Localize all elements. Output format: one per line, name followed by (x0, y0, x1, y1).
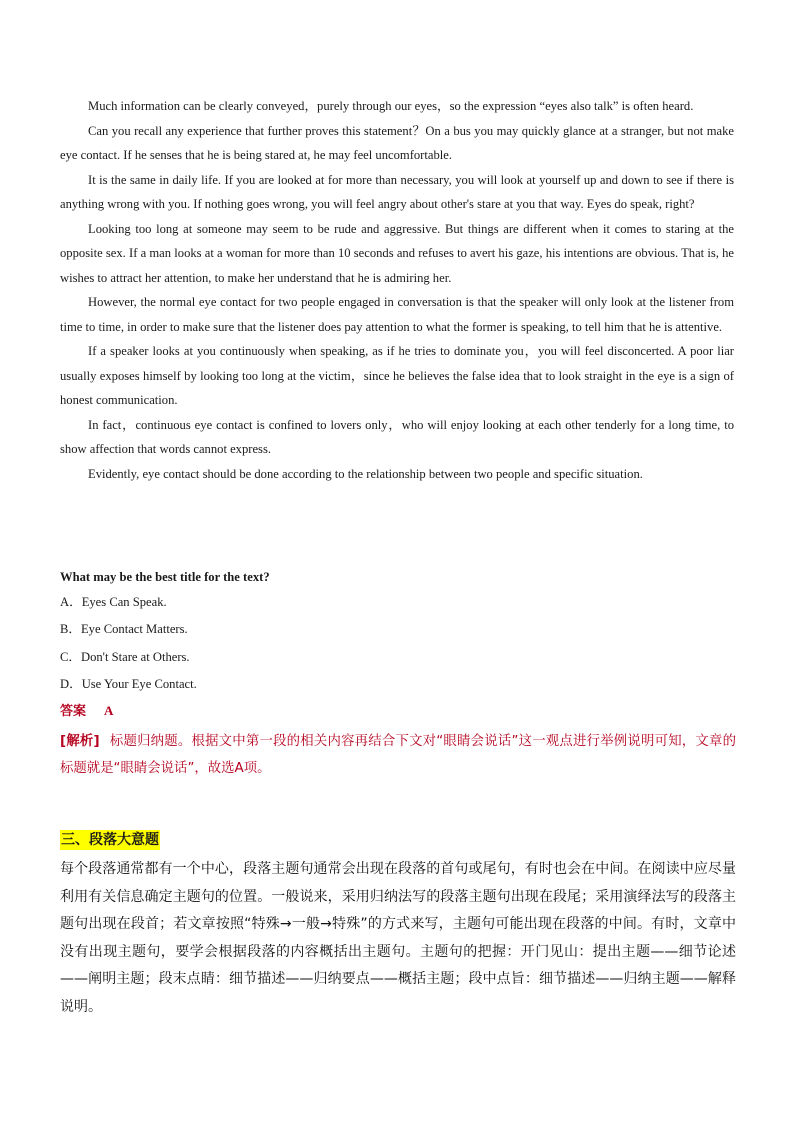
answer-value: A (104, 703, 114, 718)
option-c: C．Don't Stare at Others. (60, 649, 190, 664)
reading-passage (60, 94, 734, 486)
section-heading: 三、段落大意题 (61, 832, 159, 848)
answer-options (60, 591, 734, 701)
passage-paragraph-7: In fact，continuous eye contact is confined to lovers only，who will enjoy looking at each other tenderly for a long time, to show affection that words cannot express. (60, 417, 734, 456)
question-stem: What may be the best title for the text? (60, 570, 270, 584)
option-a: A．Eyes Can Speak. (60, 595, 167, 609)
option-d: D．Use Your Eye Contact. (60, 677, 197, 692)
analysis-tag: [解析] (60, 734, 100, 749)
answer-label: 答案 (60, 704, 87, 719)
passage-paragraph-3: It is the same in daily life. If you are looked at for more than necessary, you will look at yourself up and down to see if there is anything wrong with you. If nothing goes wrong, you will feel angry about other's stare at you that way. Eyes do speak, right? (60, 172, 734, 211)
passage-paragraph-8: Evidently, eye contact should be done according to the relationship between two people and specific situation. (88, 466, 643, 481)
analysis-text: 标题归纳题。根据文中第一段的相关内容再结合下文对“眼睛会说话”这一观点进行举例说明可知，文章的标题就是“眼睛会说话”，故选A项。 (60, 734, 736, 776)
analysis-block (60, 728, 736, 782)
passage-paragraph-5: However, the normal eye contact for two people engaged in conversation is that the speaker will only look at the listener from time to time, in order to make sure that the listener does pay attention to what the former is speaking, to tell him that he is attentive. (60, 295, 734, 334)
option-b: B．Eye Contact Matters. (60, 622, 188, 637)
passage-paragraph-4: Looking too long at someone may seem to be rude and aggressive. But things are different when it comes to staring at the opposite sex. If a man looks at a woman for more than 10 seconds and refuses to avert his gaze, his intentions are obvious. That is, he wishes to attract her attention, to make her understand that he is admiring her. (60, 221, 734, 285)
passage-paragraph-1: Much information can be clearly conveyed，purely through our eyes，so the expression “eyes also talk” is often heard. (88, 99, 694, 113)
passage-paragraph-6: If a speaker looks at you continuously when speaking, as if he tries to dominate you，you will feel disconcerted. A poor liar usually exposes himself by looking too long at the victim，since he believes the false idea that to look straight in the eye is a sign of honest communication. (60, 344, 734, 407)
passage-paragraph-2: Can you recall any experience that further proves this statement？On a bus you may quickly glance at a stranger, but not make eye contact. If he senses that he is being stared at, he may feel uncomfortable. (60, 123, 734, 162)
answer-line (60, 700, 113, 719)
section-body-text: 每个段落通常都有一个中心，段落主题句通常会出现在段落的首句或尾句，有时也会在中间。在阅读中应尽量利用有关信息确定主题句的位置。一般说来，采用归纳法写的段落主题句出现在段尾；采用演绎法写的段落主题句出现在段首；若文章按照“特殊→一般→特殊”的方式来写，主题句可能出现在段落的中间。有时，文章中没有出现主题句，要学会根据段落的内容概括出主题句。主题句的把握：开门见山：提出主题——细节论述——阐明主题；段末点睛：细节描述——归纳要点——概括主题；段中点旨：细节描述——归纳主题——解释说明。 (60, 861, 736, 1015)
